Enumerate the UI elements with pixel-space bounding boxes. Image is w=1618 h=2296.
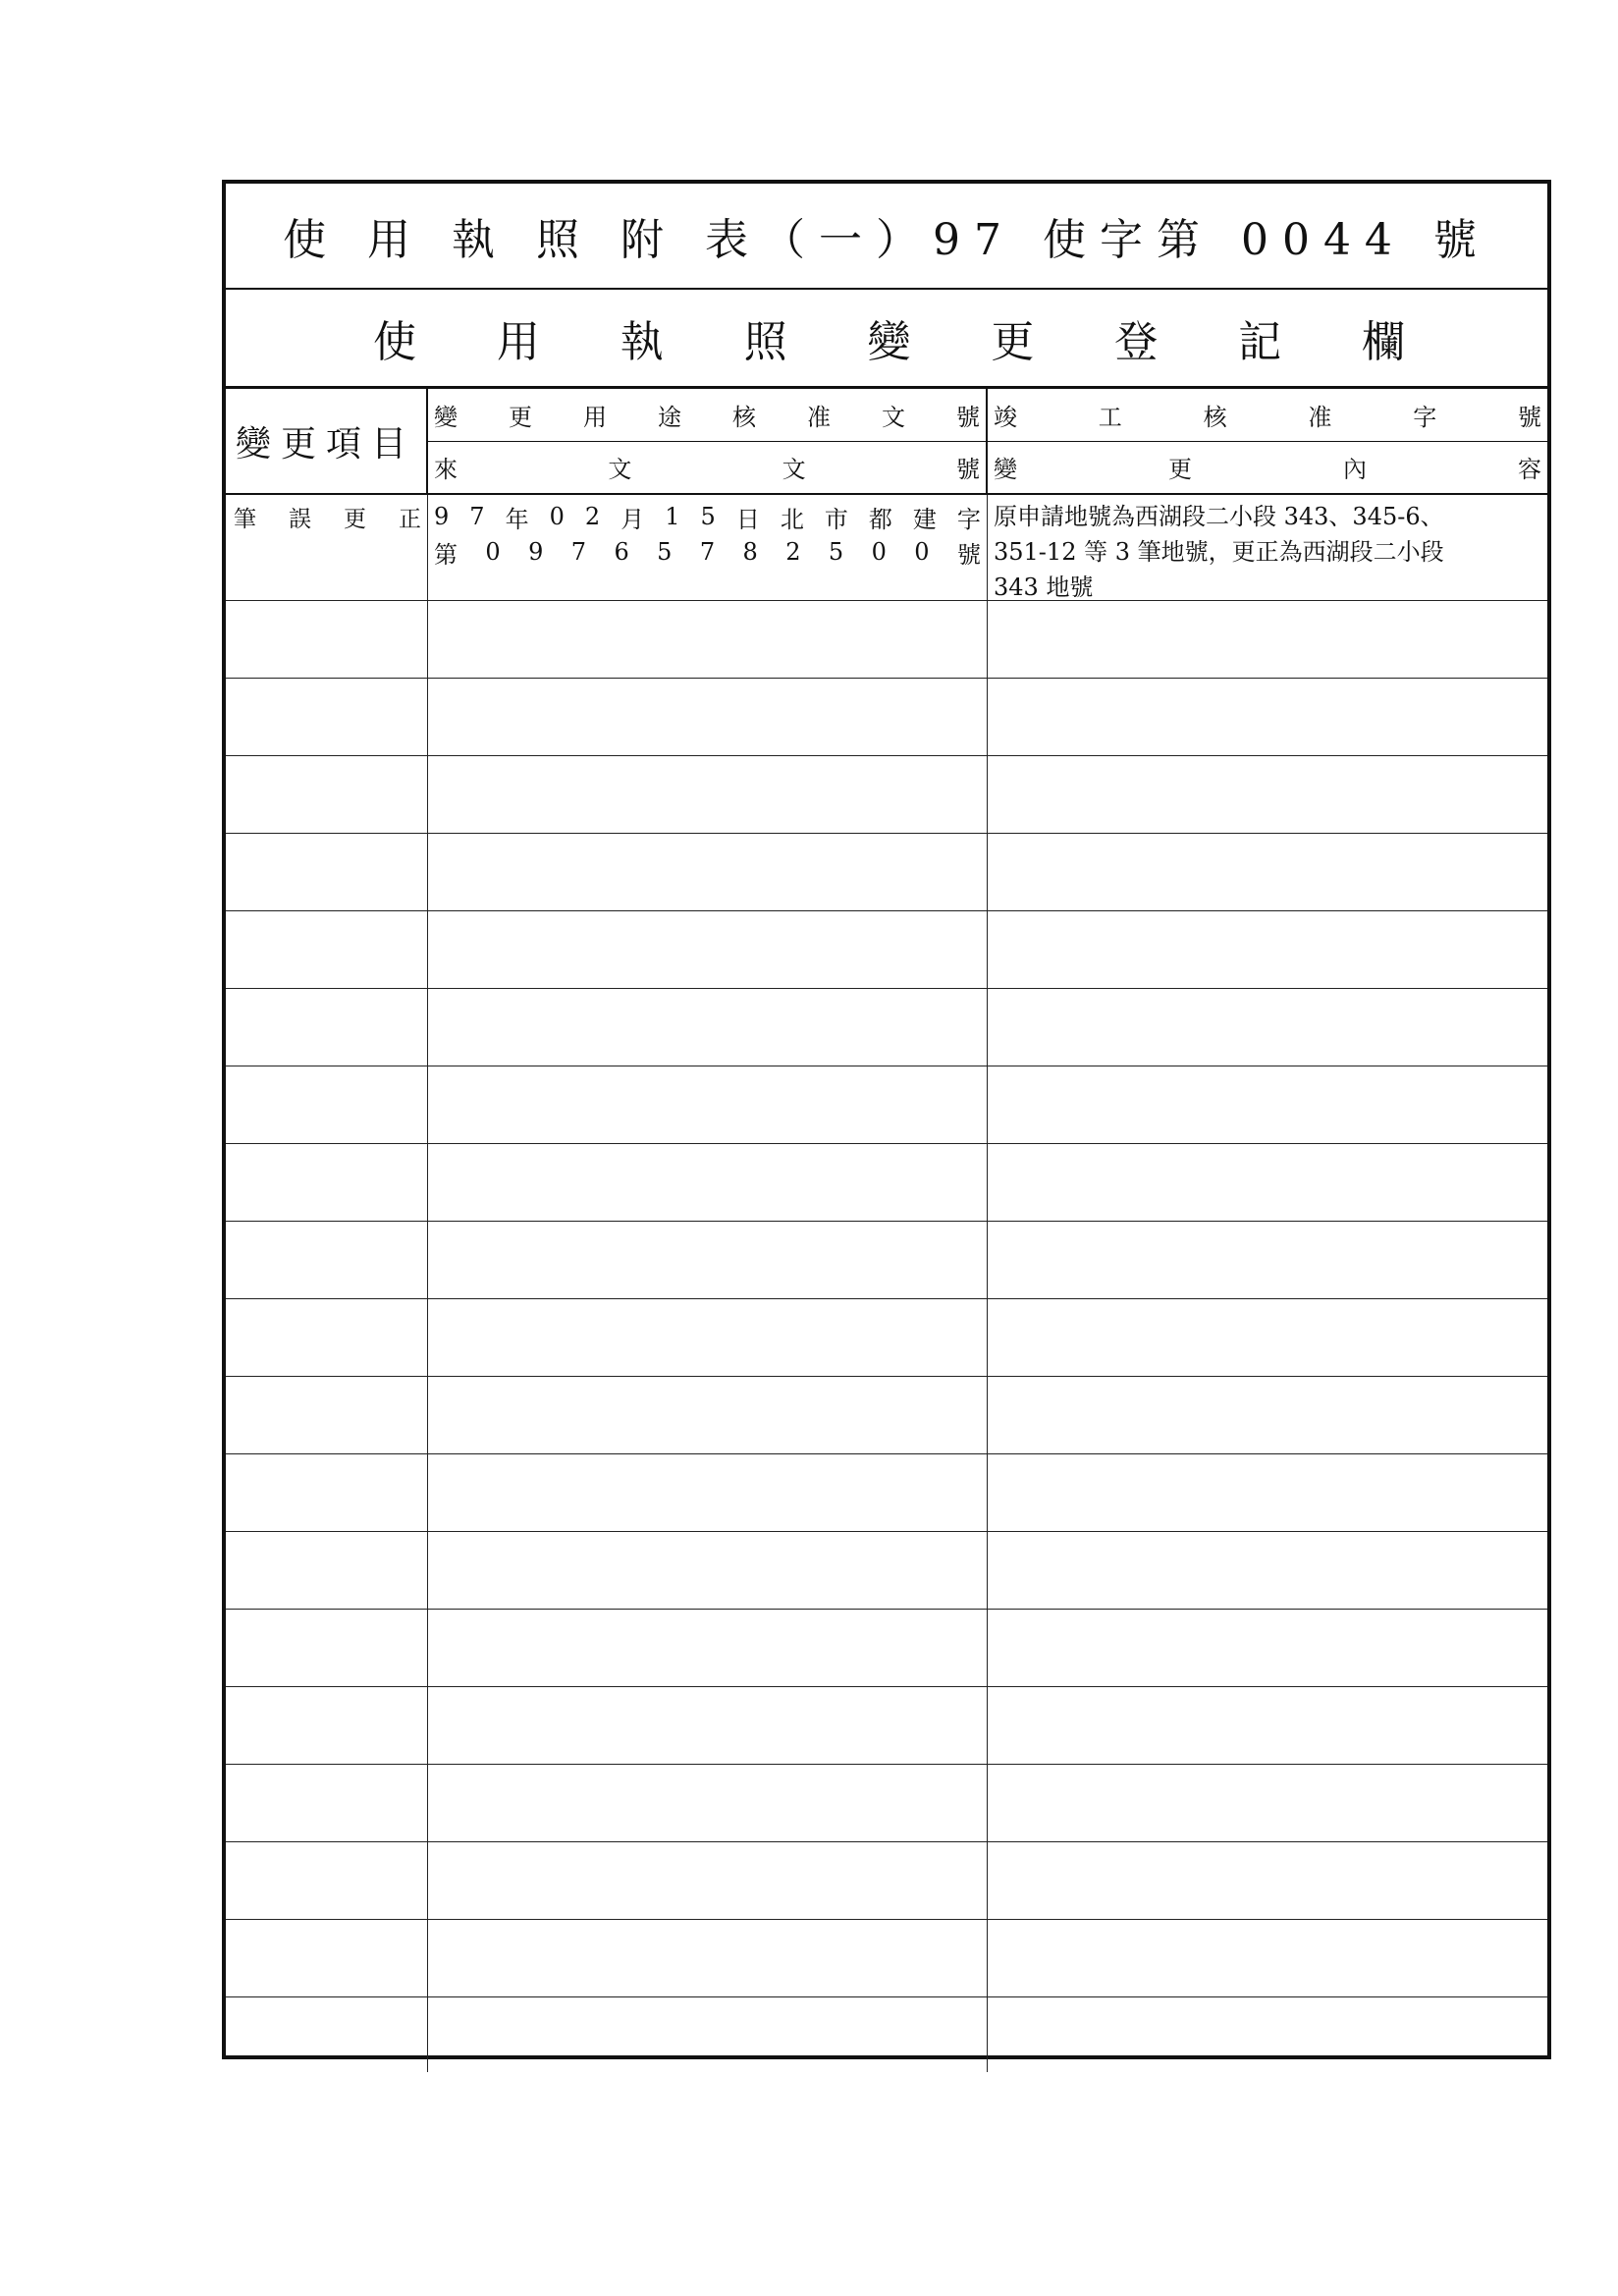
header-char: 內 [1343,456,1367,484]
empty-cell [988,1920,1547,1996]
header-incoming-doc-number [428,442,986,494]
header-char: 容 [1518,456,1541,484]
empty-cell [988,834,1547,910]
empty-cell [226,1532,428,1609]
subtitle-char: 變 [867,317,911,367]
empty-cell [226,989,428,1066]
subtitle-char: 更 [991,317,1035,367]
empty-cell [226,601,428,678]
empty-cell [428,1377,988,1453]
reference-line [434,499,981,534]
empty-cell [226,1687,428,1764]
header-char: 變 [994,456,1017,484]
reference-char: 都 [868,505,892,533]
empty-cell [226,1377,428,1453]
empty-cell [226,1765,428,1841]
change-item-char: 筆 [234,507,256,532]
reference-char: 第 [434,540,458,569]
header-completion-approval-number [988,389,1547,442]
empty-cell [226,1920,428,1996]
reference-char: 2 [785,538,801,566]
empty-table-row [226,834,1547,911]
reference-char: 9 [434,503,450,530]
empty-cell [988,1222,1547,1298]
reference-char: 0 [914,538,930,566]
reference-char: 市 [824,505,848,533]
header-content-column [988,389,1547,493]
reference-char: 6 [614,538,629,566]
reference-line [434,534,981,570]
reference-char: 7 [570,538,587,566]
empty-cell [988,1610,1547,1686]
empty-cell [988,1454,1547,1531]
header-char: 核 [732,403,756,431]
empty-cell [428,1299,988,1376]
change-item-char: 誤 [289,507,311,532]
header-char: 變 [434,403,458,431]
subtitle-char: 登 [1114,317,1159,367]
empty-table-row [226,1532,1547,1610]
header-char: 更 [1168,456,1192,484]
empty-cell [428,1610,988,1686]
empty-cell [226,1842,428,1919]
change-item-char: 正 [399,507,421,532]
empty-cell [988,911,1547,988]
empty-table-row [226,911,1547,989]
reference-char: 2 [584,503,601,530]
table-body [226,495,1547,2072]
header-char: 文 [882,403,905,431]
table-row [226,495,1547,601]
header-change-item: 變更項目 [226,389,428,493]
empty-table-row [226,601,1547,679]
header-char: 准 [1308,403,1332,431]
empty-table-row [226,1920,1547,1997]
empty-cell [428,1842,988,1919]
header-char: 竣 [994,403,1017,431]
reference-char: 0 [485,538,501,566]
reference-char: 7 [469,503,485,530]
empty-cell [988,989,1547,1066]
empty-cell [226,1144,428,1221]
reference-number-cell [428,495,988,605]
document-title: 使 用 執 照 附 表（一）97 使字第 0044 號 [226,184,1547,290]
header-char: 途 [658,403,681,431]
reference-char: 5 [828,538,844,566]
reference-char: 年 [505,505,529,533]
empty-cell [226,911,428,988]
header-change-content [988,442,1547,494]
empty-cell [428,1532,988,1609]
empty-table-row [226,1997,1547,2072]
empty-cell [428,1144,988,1221]
reference-char: 1 [665,503,680,530]
empty-cell [428,911,988,988]
empty-cell [428,989,988,1066]
empty-cell [428,679,988,755]
empty-cell [988,1842,1547,1919]
reference-char: 0 [871,538,887,566]
header-char: 文 [608,456,632,484]
empty-cell [988,679,1547,755]
reference-char: 0 [549,503,565,530]
empty-cell [988,1765,1547,1841]
empty-cell [428,1454,988,1531]
empty-table-row [226,1765,1547,1842]
reference-char: 8 [742,538,758,566]
header-char: 工 [1098,403,1122,431]
empty-cell [428,1765,988,1841]
change-content-line: 原申請地號為西湖段二小段 343、345-6、 [994,503,1444,530]
header-char: 准 [807,403,831,431]
empty-cell [988,1997,1547,2072]
empty-table-row [226,1377,1547,1454]
reference-char: 建 [912,505,937,533]
empty-cell [988,1299,1547,1376]
empty-cell [428,1066,988,1143]
change-item-cell [226,495,428,605]
empty-cell [988,1144,1547,1221]
subtitle-char: 照 [743,317,787,367]
header-char: 更 [509,403,532,431]
empty-table-row [226,1842,1547,1920]
header-reference-column [428,389,988,493]
empty-cell [428,601,988,678]
subtitle-char: 使 [373,317,416,367]
empty-cell [226,1454,428,1531]
empty-table-row [226,679,1547,756]
reference-char: 字 [956,505,981,533]
empty-table-row [226,1610,1547,1687]
empty-table-row [226,1454,1547,1532]
change-content-line: 343 地號 [994,574,1094,601]
empty-cell [226,679,428,755]
reference-char: 月 [620,505,645,533]
reference-char: 9 [528,538,544,566]
empty-table-row [226,1687,1547,1765]
empty-cell [226,1066,428,1143]
header-char: 號 [1517,403,1541,431]
header-char: 核 [1203,403,1227,431]
empty-cell [226,1610,428,1686]
empty-cell [988,756,1547,833]
empty-table-row [226,1299,1547,1377]
change-content-line: 351-12 等 3 筆地號，更正為西湖段二小段 [994,538,1444,566]
empty-table-row [226,1066,1547,1144]
empty-cell [428,1920,988,1996]
empty-cell [428,1222,988,1298]
reference-char: 日 [735,505,760,533]
empty-cell [226,756,428,833]
reference-char: 7 [699,538,716,566]
empty-cell [988,1066,1547,1143]
header-char: 用 [583,403,607,431]
change-item-char: 更 [344,507,366,532]
empty-cell [226,1299,428,1376]
change-content-cell [988,495,1547,605]
empty-cell [428,1997,988,2072]
empty-cell [428,834,988,910]
empty-cell [226,1997,428,2072]
empty-cell [988,601,1547,678]
empty-cell [988,1687,1547,1764]
empty-cell [226,1222,428,1298]
empty-table-row [226,756,1547,834]
subtitle-char: 用 [496,317,540,367]
empty-table-row [226,989,1547,1066]
empty-table-row [226,1144,1547,1222]
header-char: 文 [782,456,806,484]
empty-cell [428,1687,988,1764]
header-approval-doc-number [428,389,986,442]
empty-cell [988,1532,1547,1609]
header-char: 號 [956,403,980,431]
header-char: 字 [1413,403,1437,431]
reference-char: 北 [780,505,804,533]
empty-cell [428,756,988,833]
reference-char: 5 [657,538,673,566]
empty-cell [988,1377,1547,1453]
header-char: 號 [955,456,980,484]
table-header [226,389,1547,495]
license-change-register-table [222,180,1551,2059]
subtitle-char: 欄 [1362,317,1405,367]
reference-char: 5 [700,503,716,530]
empty-table-row [226,1222,1547,1299]
reference-char: 號 [956,540,981,569]
subtitle-char: 記 [1238,317,1282,367]
subtitle-char: 執 [620,317,664,367]
empty-cell [226,834,428,910]
register-section-title [226,290,1547,389]
header-char: 來 [434,456,458,484]
